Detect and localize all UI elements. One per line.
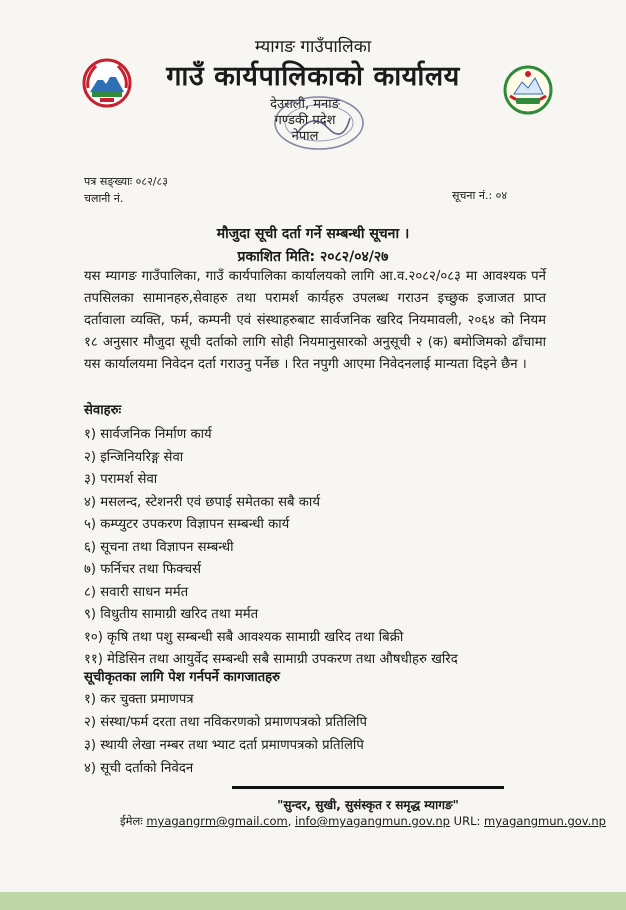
list-item: ४) मसलन्द, स्टेशनरी एवं छपाई समेतका सबै कार्य bbox=[84, 494, 320, 510]
required-docs-heading: सूचीकृतका लागि पेश गर्नपर्ने कागजातहरु bbox=[84, 670, 281, 685]
published-date: प्रकाशित मिति: २०८२/०४/२७ bbox=[237, 249, 389, 265]
municipality-name: म्यागङ गाउँपालिका bbox=[254, 37, 372, 57]
email-separator: , bbox=[287, 814, 292, 828]
list-item: ९) विधुतीय सामाग्री खरिद तथा मर्मत bbox=[84, 607, 259, 622]
office-name: गाउँ कार्यपालिकाको कार्यालय bbox=[166, 61, 460, 92]
email-link-1[interactable]: myagangrm@gmail.com bbox=[146, 814, 288, 828]
address-line-2: गण्डकी प्रदेश bbox=[274, 113, 336, 128]
email-link-2[interactable]: info@myagangmun.gov.np bbox=[295, 814, 450, 828]
list-item: २) इन्जिनियरिङ्ग सेवा bbox=[84, 449, 184, 465]
list-item: ३) स्थायी लेखा नम्बर तथा भ्याट दर्ता प्रमाणपत्रको प्रतिलिपि bbox=[84, 738, 364, 753]
required-docs-list bbox=[84, 688, 367, 780]
list-item: ३) परामर्श सेवा bbox=[84, 472, 158, 487]
email-label: ईमेलः bbox=[120, 814, 143, 828]
footer-contact bbox=[120, 814, 606, 829]
notice-body: यस म्यागङ गाउँपालिका, गाउँ कार्यपालिका कार्यालयको लागि आ.व.२०८२/०८३ मा आवश्यक पर्ने तपसिलका सामानहरु,सेवाहरु तथा परामर्श कार्यहरु उपलब्ध गराउन इच्छुक इजाजत प्राप्त दर्तावाला व्यक्ति, फर्म, कम्पनी एवं संस्थाहरुबाट सार्वजनिक खरिद नियमावली, २०६४ को नियम १८ अनुसार मौजुदा सूची दर्ताको लागि सोही नियमानुसारको अनुसूची २ (क) बमोजिमको ढाँचामा यस कार्यालयमा निवेदन दर्ता गराउनु पर्नेछ । रित नपुगी आएमा निवेदनलाई मान्यता दिइने छैन । bbox=[84, 269, 546, 372]
list-item: १०) कृषि तथा पशु सम्बन्धी सबै आवश्यक सामाग्री खरिद तथा बिक्री bbox=[84, 629, 404, 645]
services-heading: सेवाहरुः bbox=[84, 403, 122, 418]
list-item: ११) मेडिसिन तथा आयुर्वेद सम्बन्धी सबै सामाग्री उपकरण तथा औषधीहरु खरिद bbox=[84, 652, 458, 667]
list-item: ८) सवारी साधन मर्मत bbox=[84, 584, 189, 600]
list-item: १) सार्वजनिक निर्माण कार्य bbox=[84, 427, 212, 442]
page-bottom-edge bbox=[0, 892, 626, 910]
list-item: ५) कम्प्युटर उपकरण विज्ञापन सम्बन्धी कार्य bbox=[84, 517, 290, 532]
list-item: ७) फर्निचर तथा फिक्चर्स bbox=[84, 562, 202, 577]
office-stamp bbox=[268, 92, 370, 154]
list-item: ४) सूची दर्ताको निवेदन bbox=[84, 761, 194, 776]
list-item: ६) सूचना तथा विज्ञापन सम्बन्धी bbox=[84, 539, 234, 555]
address-line-1: देउराली, मनाङ bbox=[270, 97, 340, 112]
list-item: २) संस्था/फर्म दरता तथा नविकरणको प्रमाणपत्रको प्रतिलिपि bbox=[84, 715, 367, 730]
letter-number: पत्र सङ्ख्याः ०८२/८३ bbox=[84, 175, 168, 188]
services-list bbox=[84, 424, 458, 672]
url-label: URL: bbox=[453, 814, 481, 828]
address-line-3: नेपाल bbox=[291, 129, 319, 144]
dispatch-number: चलानी नं. bbox=[84, 192, 124, 205]
list-item: १) कर चुक्ता प्रमाणपत्र bbox=[84, 692, 194, 707]
notice-title: मौजुदा सूची दर्ता गर्ने सम्बन्धी सूचना । bbox=[216, 226, 410, 242]
footer-slogan: "सुन्दर, सुखी, सुसंस्कृत र समृद्ध म्यागङ" bbox=[277, 798, 459, 812]
website-link[interactable]: myagangmun.gov.np bbox=[484, 814, 606, 828]
notice-number: सूचना नं.: ०४ bbox=[452, 189, 508, 202]
footer-divider bbox=[232, 786, 504, 789]
